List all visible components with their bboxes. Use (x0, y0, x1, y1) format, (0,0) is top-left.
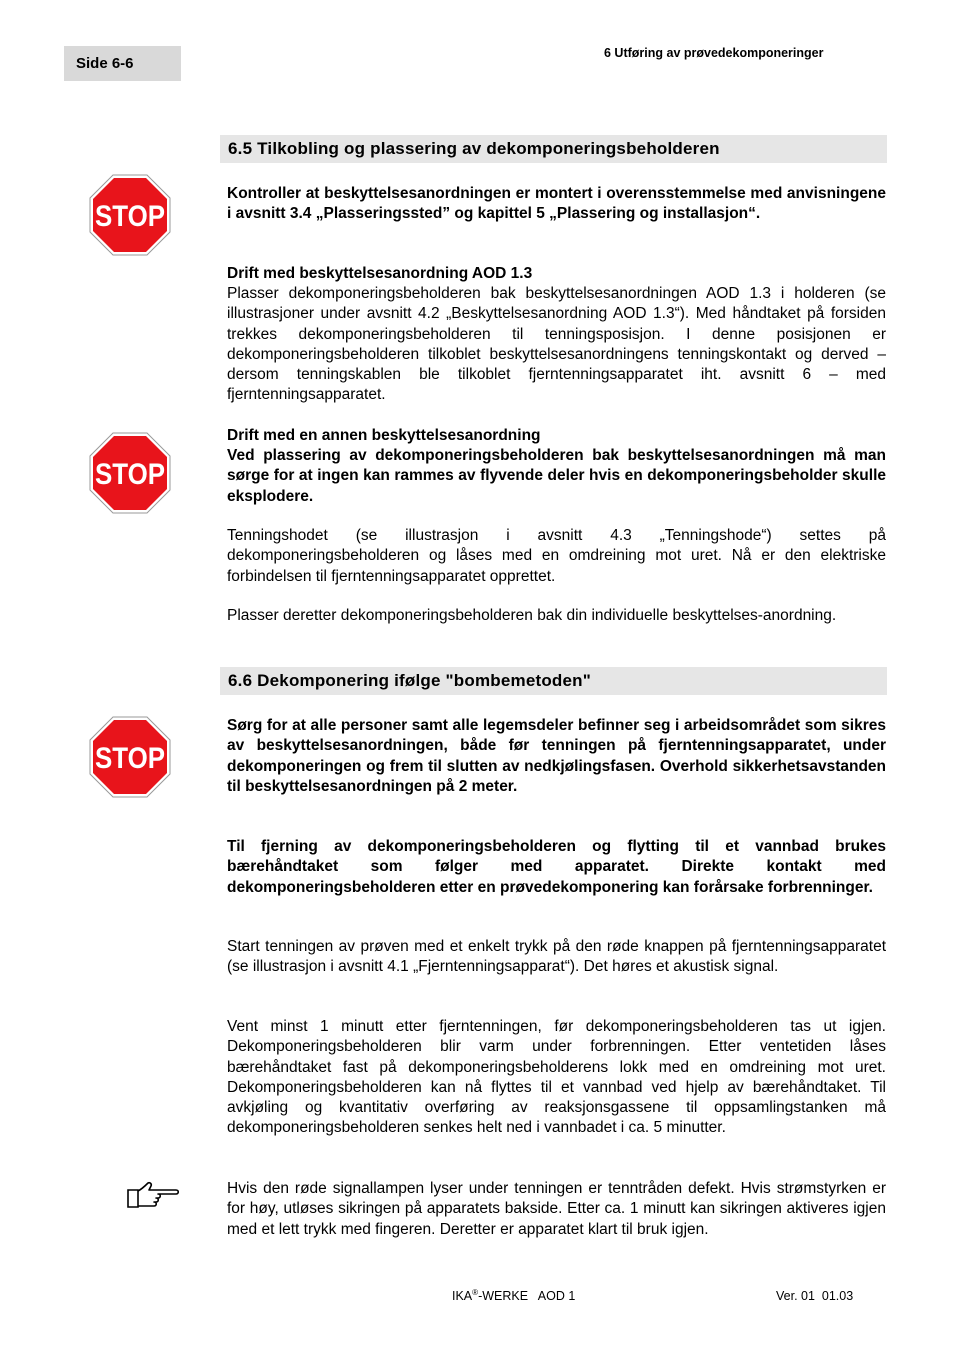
section-heading-6-5: 6.5 Tilkobling og plassering av dekomponeringsbeholderen (220, 135, 887, 163)
subheading-other-device: Drift med en annen beskyttelsesanordning (227, 427, 541, 444)
paragraph-wait: Vent minst 1 minutt etter fjerntenningen, før dekomponeringsbeholderen tas ut igjen. Dekomponeringsbeholderen blir varm under forbrenningen. Etter ventetiden låses bærehåndtaket fast på dekomponeringsbeholderens lokk med en omdreining mot uret. Dekomponeringsbeholderen kan nå flyttes til et vannbad ved hjelp av bærehåndtaket. Til avkjøling og kvantitativ overføring av reaksjonsgassene til oppsamlingstanken må dekomponeringsbeholderen senkes helt ned i vannbadet i ca. 5 minutter. (227, 1018, 886, 1137)
stop-sign-text: STOP (95, 742, 165, 775)
warning-burns: Til fjerning av dekomponeringsbeholderen og flytting til et vannbad brukes bærehåndtaket som følger med apparatet. Direkte kontakt med dekomponeringsbeholderen etter en prøvedekomponering kan forårsake forbrenninger. (227, 838, 886, 896)
pointing-hand-icon (126, 1181, 180, 1211)
page-label: Side 6-6 (64, 46, 181, 81)
section-heading-6-6: 6.6 Dekomponering ifølge "bombemetoden" (220, 667, 887, 695)
paragraph-plasser: Plasser deretter dekomponeringsbeholderen bak din individuelle beskyttelses-anordning. (227, 607, 837, 624)
stop-sign-icon (89, 174, 171, 256)
footer-brand: IKA®-WERKE AOD 1 (452, 1287, 576, 1303)
stop-sign-icon (89, 716, 171, 798)
paragraph-aod-13: Plasser dekomponeringsbeholderen bak beskyttelsesanordningen AOD 1.3 i holderen (se illustrasjoner under avsnitt 4.2 „Beskyttelsesanordning AOD 1.3“). Med håndtaket på forsiden trekkes dekomponeringsbeholderen til tenningsposisjon. I denne posisjonen er dekomponeringsbeholderen tilkoblet beskyttelsesanordningens tenningskontakt og derved – dersom tenningskablen ble tilkoblet fjerntenningsapparatet iht. avsnitt 6 – med fjerntenningsapparatet. (227, 285, 886, 404)
stop-sign-text: STOP (95, 458, 165, 491)
paragraph-start-ignition: Start tenningen av prøven med et enkelt trykk på den røde knappen på fjerntenningsapparatet (se illustrasjon i avsnitt 4.1 „Fjerntenningsapparat“). Det høres et akustisk signal. (227, 938, 886, 976)
footer-version: Ver. 01 01.03 (776, 1289, 854, 1303)
paragraph-tenningshode: Tenningshodet (se illustrasjon i avsnitt 4.3 „Tenningshode“) settes på dekomponeringsbeholderen og låses med en omdreining mot uret. Nå er den elektriske forbindelsen til fjerntenningsapparatet opprettet. (227, 527, 886, 585)
warning-placement-check: Kontroller at beskyttelsesanordningen er montert i overensstemmelse med anvisningene i avsnitt 3.4 „Plasseringssted” og kapittel 5 „Plassering og installasjon“. (227, 185, 886, 223)
warning-safety-distance: Sørg for at alle personer samt alle legemsdeler befinner seg i arbeidsområdet som sikres av beskyttelsesanordningen, både før tenningen på fjerntenningsapparatet, under dekomponeringen og frem til slutten av nedkjølingsfasen. Overhold sikkerhetsavstanden til beskyttelsesanordningen på 2 meter. (227, 717, 886, 795)
subheading-aod-13: Drift med beskyttelsesanordning AOD 1.3 (227, 265, 533, 282)
stop-sign-icon (89, 432, 171, 514)
stop-sign-text: STOP (95, 200, 165, 233)
note-signal-lamp: Hvis den røde signallampen lyser under tenningen er tenntråden defekt. Hvis strømstyrken er for høy, utløses sikringen på apparatets bakside. Etter ca. 1 minutt kan sikringen aktiveres igjen med et lett trykk med fingeren. Deretter er apparatet klart til bruk igjen. (227, 1180, 886, 1238)
warning-other-device: Ved plassering av dekomponeringsbeholderen bak beskyttelsesanordningen må man sørge for at ingen kan rammes av flyvende deler hvis en dekomponeringsbeholder skulle eksplodere. (227, 447, 886, 505)
chapter-title: 6 Utføring av prøvedekomponeringer (604, 46, 824, 60)
